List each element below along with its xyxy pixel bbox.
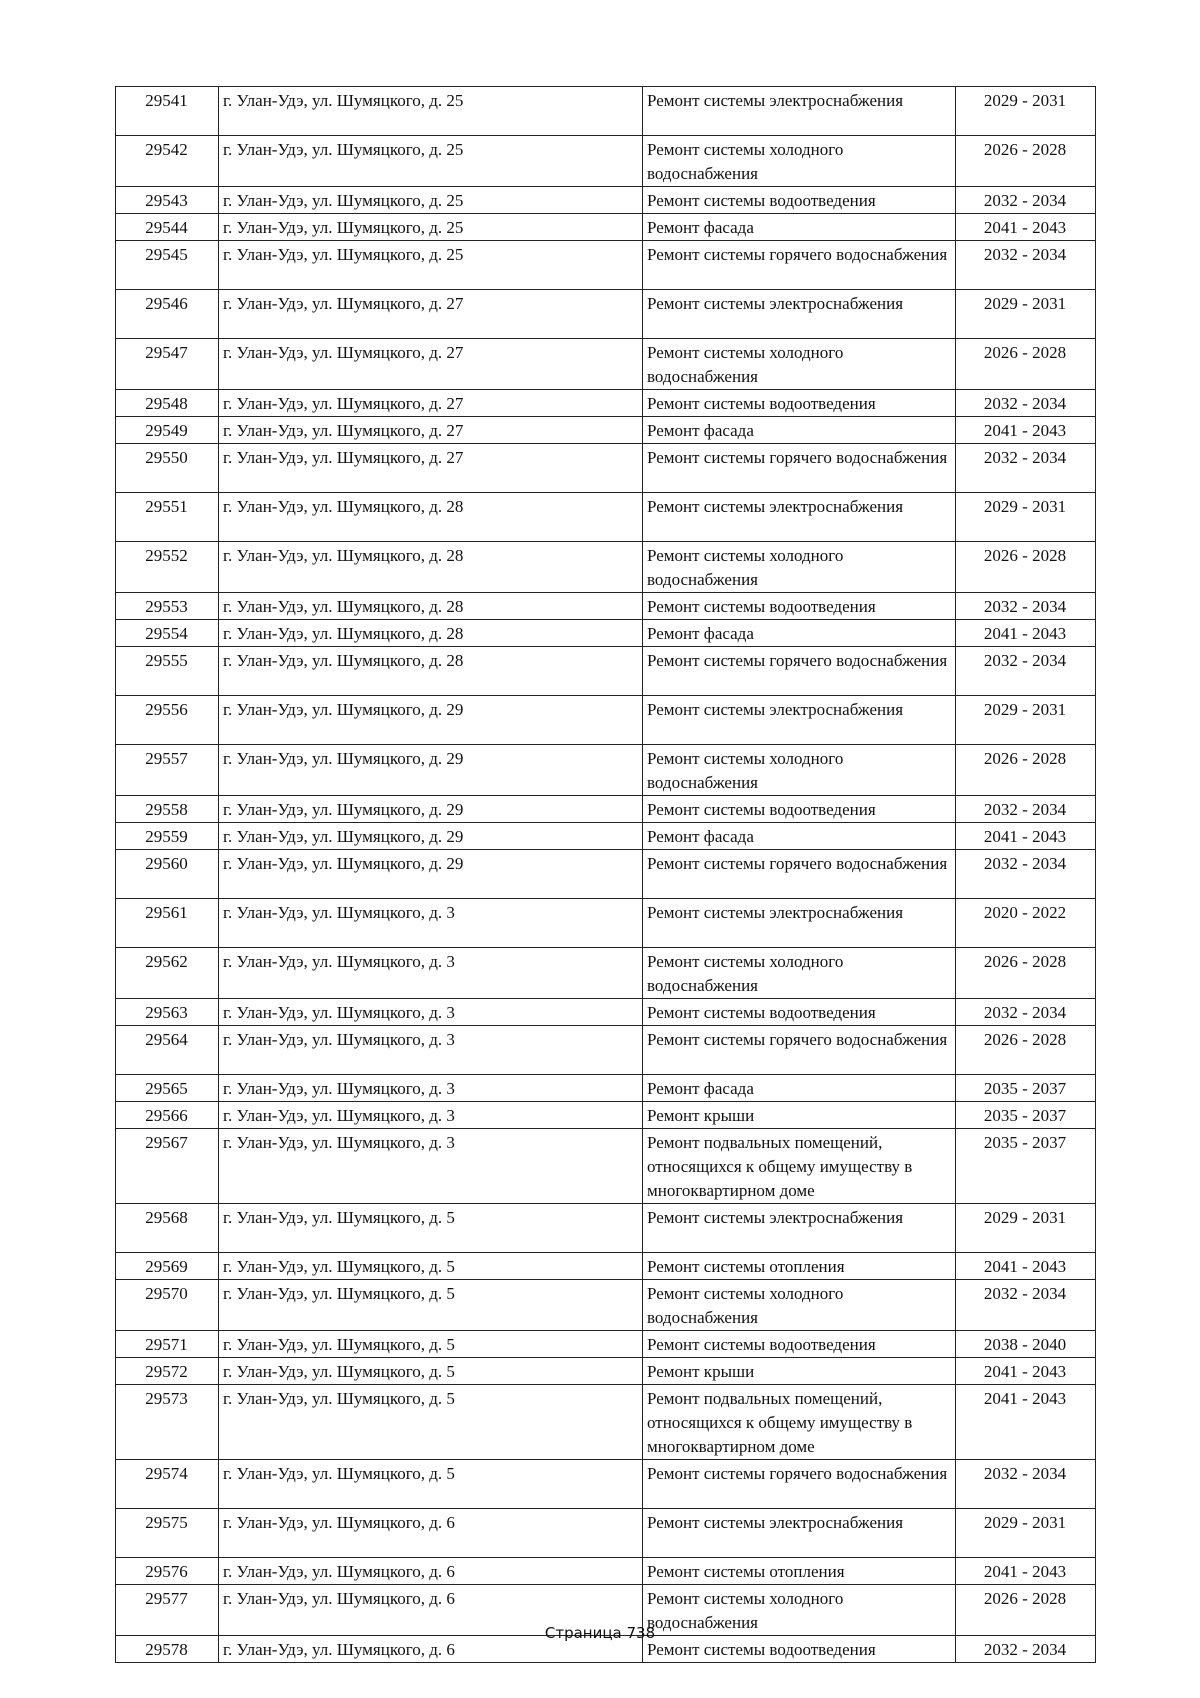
- row-number: 29552: [116, 542, 219, 593]
- row-period: 2035 - 2037: [956, 1075, 1096, 1102]
- row-work-type: Ремонт системы электроснабжения: [643, 1204, 956, 1253]
- row-period: 2035 - 2037: [956, 1129, 1096, 1204]
- table-row: [116, 1358, 1096, 1385]
- table-row: [116, 444, 1096, 493]
- row-period: 2038 - 2040: [956, 1331, 1096, 1358]
- row-period: 2041 - 2043: [956, 620, 1096, 647]
- row-number: 29541: [116, 87, 219, 136]
- table-row: [116, 593, 1096, 620]
- row-work-type: Ремонт системы горячего водоснабжения: [643, 241, 956, 290]
- table-row: [116, 87, 1096, 136]
- row-address: г. Улан-Удэ, ул. Шумяцкого, д. 28: [219, 493, 643, 542]
- row-period: 2032 - 2034: [956, 444, 1096, 493]
- row-period: 2041 - 2043: [956, 1358, 1096, 1385]
- table-row: [116, 290, 1096, 339]
- row-number: 29567: [116, 1129, 219, 1204]
- row-number: 29572: [116, 1358, 219, 1385]
- table-row: [116, 187, 1096, 214]
- row-number: 29548: [116, 390, 219, 417]
- row-address: г. Улан-Удэ, ул. Шумяцкого, д. 29: [219, 850, 643, 899]
- row-period: 2041 - 2043: [956, 1253, 1096, 1280]
- row-number: 29577: [116, 1585, 219, 1636]
- row-number: 29571: [116, 1331, 219, 1358]
- table-row: [116, 390, 1096, 417]
- row-address: г. Улан-Удэ, ул. Шумяцкого, д. 27: [219, 417, 643, 444]
- row-address: г. Улан-Удэ, ул. Шумяцкого, д. 5: [219, 1460, 643, 1509]
- row-address: г. Улан-Удэ, ул. Шумяцкого, д. 5: [219, 1331, 643, 1358]
- row-period: 2032 - 2034: [956, 241, 1096, 290]
- row-period: 2032 - 2034: [956, 850, 1096, 899]
- row-number: 29564: [116, 1026, 219, 1075]
- row-work-type: Ремонт крыши: [643, 1358, 956, 1385]
- row-number: 29561: [116, 899, 219, 948]
- row-number: 29544: [116, 214, 219, 241]
- row-period: 2026 - 2028: [956, 948, 1096, 999]
- row-number: 29553: [116, 593, 219, 620]
- row-number: 29557: [116, 745, 219, 796]
- row-work-type: Ремонт системы водоотведения: [643, 1636, 956, 1663]
- row-work-type: Ремонт системы электроснабжения: [643, 1509, 956, 1558]
- row-number: 29542: [116, 136, 219, 187]
- table-row: [116, 745, 1096, 796]
- row-period: 2026 - 2028: [956, 339, 1096, 390]
- row-work-type: Ремонт системы электроснабжения: [643, 290, 956, 339]
- row-number: 29573: [116, 1385, 219, 1460]
- row-work-type: Ремонт системы холодного водоснабжения: [643, 1585, 956, 1636]
- row-work-type: Ремонт системы отопления: [643, 1253, 956, 1280]
- row-address: г. Улан-Удэ, ул. Шумяцкого, д. 25: [219, 136, 643, 187]
- row-address: г. Улан-Удэ, ул. Шумяцкого, д. 6: [219, 1585, 643, 1636]
- row-address: г. Улан-Удэ, ул. Шумяцкого, д. 5: [219, 1204, 643, 1253]
- row-number: 29562: [116, 948, 219, 999]
- row-period: 2029 - 2031: [956, 1509, 1096, 1558]
- row-number: 29555: [116, 647, 219, 696]
- table-row: [116, 796, 1096, 823]
- table-row: [116, 1075, 1096, 1102]
- table-row: [116, 1102, 1096, 1129]
- row-number: 29551: [116, 493, 219, 542]
- row-address: г. Улан-Удэ, ул. Шумяцкого, д. 3: [219, 999, 643, 1026]
- row-number: 29569: [116, 1253, 219, 1280]
- row-work-type: Ремонт системы холодного водоснабжения: [643, 948, 956, 999]
- row-period: 2020 - 2022: [956, 899, 1096, 948]
- row-address: г. Улан-Удэ, ул. Шумяцкого, д. 3: [219, 899, 643, 948]
- row-work-type: Ремонт системы водоотведения: [643, 999, 956, 1026]
- row-address: г. Улан-Удэ, ул. Шумяцкого, д. 3: [219, 1102, 643, 1129]
- table-row: [116, 1331, 1096, 1358]
- row-number: 29549: [116, 417, 219, 444]
- row-period: 2026 - 2028: [956, 1585, 1096, 1636]
- row-period: 2032 - 2034: [956, 647, 1096, 696]
- row-work-type: Ремонт фасада: [643, 417, 956, 444]
- row-number: 29556: [116, 696, 219, 745]
- table-row: [116, 1026, 1096, 1075]
- row-period: 2032 - 2034: [956, 796, 1096, 823]
- row-work-type: Ремонт системы водоотведения: [643, 796, 956, 823]
- row-address: г. Улан-Удэ, ул. Шумяцкого, д. 25: [219, 241, 643, 290]
- repair-schedule-table: [115, 86, 1096, 1663]
- table-row: [116, 620, 1096, 647]
- row-number: 29558: [116, 796, 219, 823]
- row-period: 2026 - 2028: [956, 745, 1096, 796]
- row-period: 2032 - 2034: [956, 390, 1096, 417]
- row-address: г. Улан-Удэ, ул. Шумяцкого, д. 29: [219, 796, 643, 823]
- row-address: г. Улан-Удэ, ул. Шумяцкого, д. 28: [219, 620, 643, 647]
- table-row: [116, 241, 1096, 290]
- row-work-type: Ремонт фасада: [643, 823, 956, 850]
- row-number: 29563: [116, 999, 219, 1026]
- row-work-type: Ремонт системы холодного водоснабжения: [643, 339, 956, 390]
- row-address: г. Улан-Удэ, ул. Шумяцкого, д. 28: [219, 593, 643, 620]
- row-address: г. Улан-Удэ, ул. Шумяцкого, д. 27: [219, 339, 643, 390]
- row-work-type: Ремонт системы электроснабжения: [643, 493, 956, 542]
- row-period: 2041 - 2043: [956, 1558, 1096, 1585]
- row-work-type: Ремонт системы электроснабжения: [643, 696, 956, 745]
- row-period: 2035 - 2037: [956, 1102, 1096, 1129]
- row-work-type: Ремонт системы электроснабжения: [643, 899, 956, 948]
- row-number: 29545: [116, 241, 219, 290]
- row-work-type: Ремонт системы горячего водоснабжения: [643, 647, 956, 696]
- row-number: 29570: [116, 1280, 219, 1331]
- row-address: г. Улан-Удэ, ул. Шумяцкого, д. 5: [219, 1253, 643, 1280]
- row-number: 29574: [116, 1460, 219, 1509]
- row-period: 2032 - 2034: [956, 1280, 1096, 1331]
- row-address: г. Улан-Удэ, ул. Шумяцкого, д. 27: [219, 444, 643, 493]
- row-address: г. Улан-Удэ, ул. Шумяцкого, д. 6: [219, 1558, 643, 1585]
- row-period: 2032 - 2034: [956, 187, 1096, 214]
- row-number: 29546: [116, 290, 219, 339]
- row-work-type: Ремонт системы холодного водоснабжения: [643, 1280, 956, 1331]
- table-row: [116, 214, 1096, 241]
- table-row: [116, 850, 1096, 899]
- row-period: 2029 - 2031: [956, 696, 1096, 745]
- row-period: 2032 - 2034: [956, 593, 1096, 620]
- row-work-type: Ремонт системы горячего водоснабжения: [643, 850, 956, 899]
- row-address: г. Улан-Удэ, ул. Шумяцкого, д. 27: [219, 390, 643, 417]
- row-period: 2026 - 2028: [956, 136, 1096, 187]
- row-period: 2041 - 2043: [956, 1385, 1096, 1460]
- row-address: г. Улан-Удэ, ул. Шумяцкого, д. 5: [219, 1280, 643, 1331]
- row-number: 29575: [116, 1509, 219, 1558]
- row-work-type: Ремонт системы водоотведения: [643, 187, 956, 214]
- table-row: [116, 696, 1096, 745]
- row-work-type: Ремонт фасада: [643, 620, 956, 647]
- row-period: 2029 - 2031: [956, 290, 1096, 339]
- row-address: г. Улан-Удэ, ул. Шумяцкого, д. 28: [219, 647, 643, 696]
- page-number: Страница 738: [544, 1624, 656, 1642]
- row-address: г. Улан-Удэ, ул. Шумяцкого, д. 3: [219, 948, 643, 999]
- row-number: 29565: [116, 1075, 219, 1102]
- table-row: [116, 948, 1096, 999]
- table-body: [116, 87, 1096, 1663]
- row-period: 2032 - 2034: [956, 1460, 1096, 1509]
- row-number: 29576: [116, 1558, 219, 1585]
- row-number: 29543: [116, 187, 219, 214]
- row-work-type: Ремонт системы холодного водоснабжения: [643, 542, 956, 593]
- row-address: г. Улан-Удэ, ул. Шумяцкого, д. 28: [219, 542, 643, 593]
- table-row: [116, 1204, 1096, 1253]
- row-work-type: Ремонт фасада: [643, 214, 956, 241]
- row-address: г. Улан-Удэ, ул. Шумяцкого, д. 6: [219, 1509, 643, 1558]
- row-number: 29560: [116, 850, 219, 899]
- row-period: 2029 - 2031: [956, 1204, 1096, 1253]
- row-address: г. Улан-Удэ, ул. Шумяцкого, д. 3: [219, 1129, 643, 1204]
- table-row: [116, 1280, 1096, 1331]
- row-address: г. Улан-Удэ, ул. Шумяцкого, д. 27: [219, 290, 643, 339]
- row-period: 2029 - 2031: [956, 493, 1096, 542]
- row-address: г. Улан-Удэ, ул. Шумяцкого, д. 29: [219, 745, 643, 796]
- row-number: 29578: [116, 1636, 219, 1663]
- row-period: 2026 - 2028: [956, 542, 1096, 593]
- row-address: г. Улан-Удэ, ул. Шумяцкого, д. 29: [219, 823, 643, 850]
- table-row: [116, 1558, 1096, 1585]
- table-row: [116, 999, 1096, 1026]
- row-number: 29568: [116, 1204, 219, 1253]
- table-row: [116, 493, 1096, 542]
- row-address: г. Улан-Удэ, ул. Шумяцкого, д. 25: [219, 87, 643, 136]
- row-work-type: Ремонт системы электроснабжения: [643, 87, 956, 136]
- row-work-type: Ремонт системы водоотведения: [643, 593, 956, 620]
- row-work-type: Ремонт подвальных помещений, относящихся к общему имуществу в многоквартирном доме: [643, 1385, 956, 1460]
- table-row: [116, 823, 1096, 850]
- row-number: 29547: [116, 339, 219, 390]
- row-work-type: Ремонт крыши: [643, 1102, 956, 1129]
- table-row: [116, 1460, 1096, 1509]
- row-address: г. Улан-Удэ, ул. Шумяцкого, д. 29: [219, 696, 643, 745]
- row-work-type: Ремонт системы горячего водоснабжения: [643, 1026, 956, 1075]
- row-work-type: Ремонт системы горячего водоснабжения: [643, 1460, 956, 1509]
- row-work-type: Ремонт системы холодного водоснабжения: [643, 745, 956, 796]
- row-address: г. Улан-Удэ, ул. Шумяцкого, д. 6: [219, 1636, 643, 1663]
- row-address: г. Улан-Удэ, ул. Шумяцкого, д. 3: [219, 1026, 643, 1075]
- table-row: [116, 136, 1096, 187]
- row-period: 2032 - 2034: [956, 1636, 1096, 1663]
- row-period: 2029 - 2031: [956, 87, 1096, 136]
- row-period: 2041 - 2043: [956, 823, 1096, 850]
- table-row: [116, 899, 1096, 948]
- row-period: 2032 - 2034: [956, 999, 1096, 1026]
- table-row: [116, 1385, 1096, 1460]
- row-address: г. Улан-Удэ, ул. Шумяцкого, д. 25: [219, 187, 643, 214]
- row-address: г. Улан-Удэ, ул. Шумяцкого, д. 5: [219, 1385, 643, 1460]
- table-row: [116, 417, 1096, 444]
- table-row: [116, 1509, 1096, 1558]
- row-work-type: Ремонт системы отопления: [643, 1558, 956, 1585]
- row-period: 2041 - 2043: [956, 417, 1096, 444]
- row-address: г. Улан-Удэ, ул. Шумяцкого, д. 25: [219, 214, 643, 241]
- row-work-type: Ремонт фасада: [643, 1075, 956, 1102]
- table-row: [116, 1253, 1096, 1280]
- row-number: 29554: [116, 620, 219, 647]
- row-address: г. Улан-Удэ, ул. Шумяцкого, д. 5: [219, 1358, 643, 1385]
- row-number: 29550: [116, 444, 219, 493]
- row-number: 29559: [116, 823, 219, 850]
- row-work-type: Ремонт системы водоотведения: [643, 390, 956, 417]
- table-row: [116, 542, 1096, 593]
- table-row: [116, 647, 1096, 696]
- row-address: г. Улан-Удэ, ул. Шумяцкого, д. 3: [219, 1075, 643, 1102]
- row-number: 29566: [116, 1102, 219, 1129]
- row-work-type: Ремонт системы холодного водоснабжения: [643, 136, 956, 187]
- row-period: 2041 - 2043: [956, 214, 1096, 241]
- row-work-type: Ремонт подвальных помещений, относящихся к общему имуществу в многоквартирном доме: [643, 1129, 956, 1204]
- row-work-type: Ремонт системы горячего водоснабжения: [643, 444, 956, 493]
- row-work-type: Ремонт системы водоотведения: [643, 1331, 956, 1358]
- table-row: [116, 1129, 1096, 1204]
- table-row: [116, 339, 1096, 390]
- row-period: 2026 - 2028: [956, 1026, 1096, 1075]
